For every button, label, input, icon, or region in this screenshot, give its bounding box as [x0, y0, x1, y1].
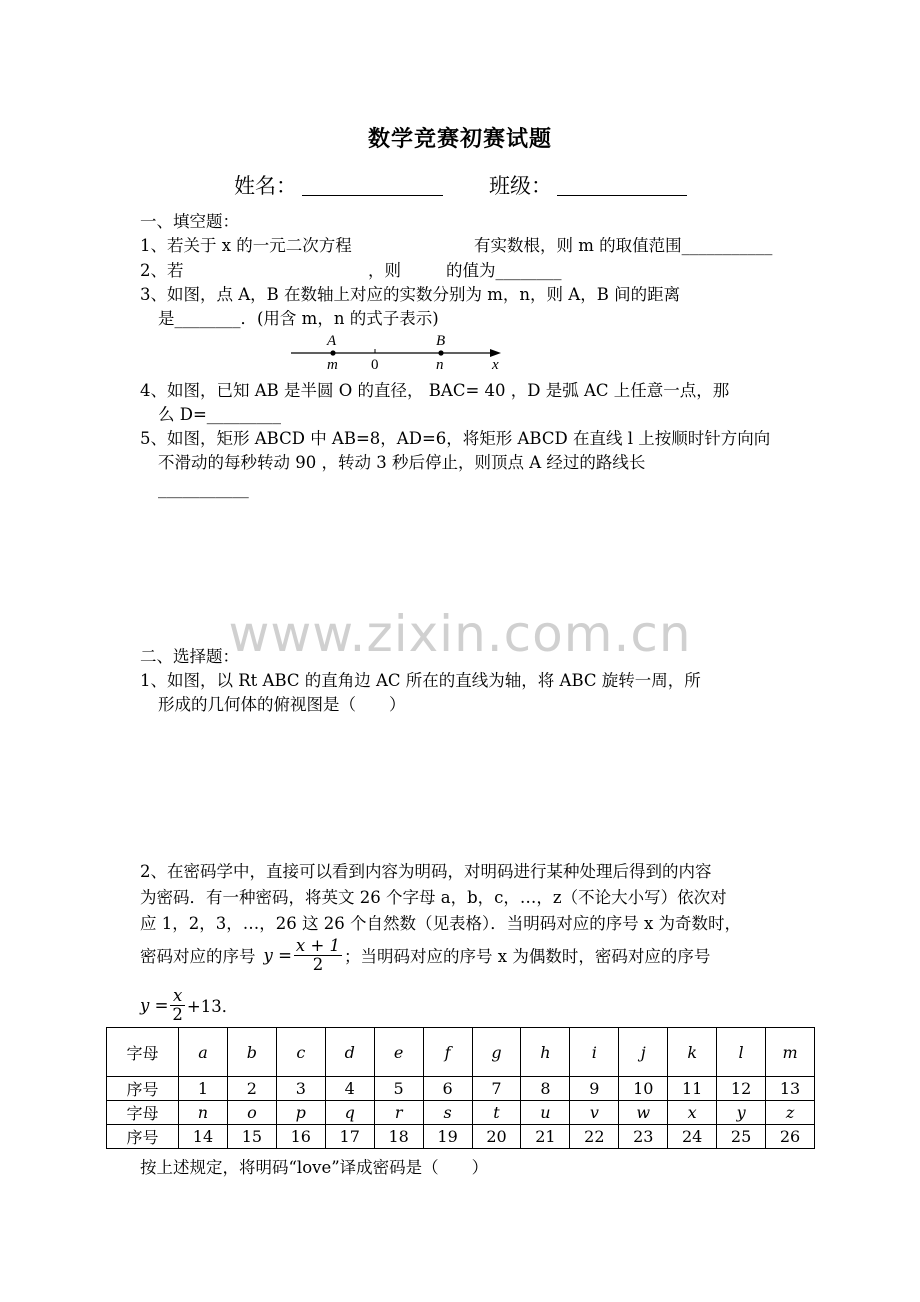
cipher-table [106, 1027, 815, 1149]
table-cell: 4 [325, 1077, 374, 1101]
table-cell: 6 [423, 1077, 472, 1101]
s2-q2-footer: 按上述规定，将明码“love”译成密码是（ ） [140, 1158, 489, 1177]
table-cell: 20 [472, 1125, 521, 1149]
s2-q2-line1: 2、在密码学中，直接可以看到内容为明码，对明码进行某种处理后得到的内容 [140, 862, 712, 881]
q5-line3: ___________ [158, 479, 249, 498]
q1-text-a: 1、若关于 x 的一元二次方程 [140, 236, 352, 255]
table-cell: t [472, 1101, 521, 1125]
table-cell: 25 [717, 1125, 766, 1149]
table-cell: 13 [766, 1077, 815, 1101]
s2-q2-line2: 为密码．有一种密码，将英文 26 个字母 a，b，c，…，z（不论大小写）依次对 [140, 888, 727, 907]
q1-text-b: 有实数根，则 m 的取值范围___________ [474, 236, 773, 255]
line4-text-b: ；当明码对应的序号 x 为偶数时，密码对应的序号 [344, 947, 711, 966]
q3-line1: 3、如图，点 A，B 在数轴上对应的实数分别为 m，n，则 A，B 间的距离 [140, 285, 681, 304]
table-cell: 18 [374, 1125, 423, 1149]
line4-text-a: 密码对应的序号 [140, 947, 256, 966]
label-b: B [436, 333, 446, 349]
table-cell: j [619, 1028, 668, 1077]
table-cell: b [227, 1028, 276, 1077]
table-cell: o [227, 1101, 276, 1125]
table-cell: 22 [570, 1125, 619, 1149]
s2-q2-line4 [140, 934, 710, 976]
formula1-denominator: 2 [312, 954, 324, 974]
number-line-figure [285, 329, 515, 375]
formula2-rhs: +13． [186, 997, 239, 1016]
table-cell: s [423, 1101, 472, 1125]
watermark: www.zixin.com.cn [228, 605, 692, 663]
table-cell: d [325, 1028, 374, 1077]
table-row-letters-2 [107, 1101, 815, 1125]
table-row-letters-1 [107, 1028, 815, 1077]
table-cell: 3 [276, 1077, 325, 1101]
table-cell: c [276, 1028, 325, 1077]
table-cell: 19 [423, 1125, 472, 1149]
table-cell: l [717, 1028, 766, 1077]
label-zero: 0 [371, 357, 379, 373]
table-cell: h [521, 1028, 570, 1077]
table-cell: i [570, 1028, 619, 1077]
s2-q2-line3: 应 1，2，3，…，26 这 26 个自然数（见表格）．当明码对应的序号 x 为奇数时， [140, 914, 742, 933]
q4-line2: 么 D=_________ [158, 405, 282, 424]
table-cell: 21 [521, 1125, 570, 1149]
table-cell: 15 [227, 1125, 276, 1149]
table-cell: 14 [179, 1125, 228, 1149]
table-cell: p [276, 1101, 325, 1125]
formula2-numerator: x [170, 987, 185, 1006]
table-cell: 8 [521, 1077, 570, 1101]
table-cell: 7 [472, 1077, 521, 1101]
q2-text-b: ，则 [368, 261, 401, 280]
q4-line1: 4、如图，已知 AB 是半圆 O 的直径， BAC= 40 ，D 是弧 AC 上任意一点，那 [140, 381, 730, 400]
table-cell: r [374, 1101, 423, 1125]
table-cell: 1 [179, 1077, 228, 1101]
s2-q2-line5 [140, 984, 238, 1026]
name-blank [302, 195, 443, 196]
formula2-fraction [170, 987, 185, 1024]
page-title: 数学竞赛初赛试题 [367, 126, 552, 152]
table-cell: k [668, 1028, 717, 1077]
table-cell: 23 [619, 1125, 668, 1149]
table-cell: u [521, 1101, 570, 1125]
formula1-fraction [294, 937, 342, 974]
table-cell: 5 [374, 1077, 423, 1101]
q2-text-c: 的值为________ [446, 261, 562, 280]
table-cell: v [570, 1101, 619, 1125]
table-cell: 10 [619, 1077, 668, 1101]
q5-line2: 不滑动的每秒转动 90 ，转动 3 秒后停止，则顶点 A 经过的路线长 [158, 453, 646, 472]
label-m: m [327, 357, 338, 373]
arrow-icon [490, 349, 501, 357]
table-row-numbers-2 [107, 1125, 815, 1149]
row-label-index: 序号 [107, 1125, 179, 1149]
formula2-denominator: 2 [172, 1004, 183, 1024]
table-cell: x [668, 1101, 717, 1125]
row-label-index: 序号 [107, 1077, 179, 1101]
table-cell: g [472, 1028, 521, 1077]
table-row-numbers-1 [107, 1077, 815, 1101]
table-cell: 24 [668, 1125, 717, 1149]
table-cell: 9 [570, 1077, 619, 1101]
table-cell: m [766, 1028, 815, 1077]
table-cell: w [619, 1101, 668, 1125]
table-cell: a [179, 1028, 228, 1077]
label-x: x [492, 357, 499, 373]
table-cell: n [179, 1101, 228, 1125]
table-cell: y [717, 1101, 766, 1125]
table-cell: f [423, 1028, 472, 1077]
table-cell: z [766, 1101, 815, 1125]
formula1-lhs: y = [263, 945, 292, 965]
formula2-lhs: y = [140, 995, 169, 1015]
row-label-letter: 字母 [107, 1028, 179, 1077]
q3-line2: 是________．(用含 m，n 的式子表示) [158, 309, 439, 328]
name-label: 姓名： [234, 174, 297, 198]
q5-line1: 5、如图，矩形 ABCD 中 AB=8，AD=6，将矩形 ABCD 在直线 l 上按顺时针方向向 [140, 429, 771, 448]
section2-heading: 二、选择题： [140, 647, 239, 666]
table-cell: 2 [227, 1077, 276, 1101]
s2-q1-line2: 形成的几何体的俯视图是（ ） [158, 695, 406, 714]
section1-heading: 一、填空题： [140, 212, 239, 231]
formula1-numerator: x + 1 [295, 935, 341, 955]
table-cell: q [325, 1101, 374, 1125]
label-a: A [327, 333, 337, 349]
table-cell: e [374, 1028, 423, 1077]
point-a-dot [330, 350, 335, 355]
table-cell: 11 [668, 1077, 717, 1101]
table-cell: 26 [766, 1125, 815, 1149]
class-label: 班级： [489, 174, 552, 198]
table-cell: 12 [717, 1077, 766, 1101]
label-n: n [436, 357, 444, 373]
row-label-letter: 字母 [107, 1101, 179, 1125]
point-b-dot [438, 350, 443, 355]
q2-text-a: 2、若 [140, 261, 184, 280]
class-blank [557, 195, 687, 196]
table-cell: 16 [276, 1125, 325, 1149]
s2-q1-line1: 1、如图，以 Rt ABC 的直角边 AC 所在的直线为轴，将 ABC 旋转一周，所 [140, 671, 701, 690]
table-cell: 17 [325, 1125, 374, 1149]
